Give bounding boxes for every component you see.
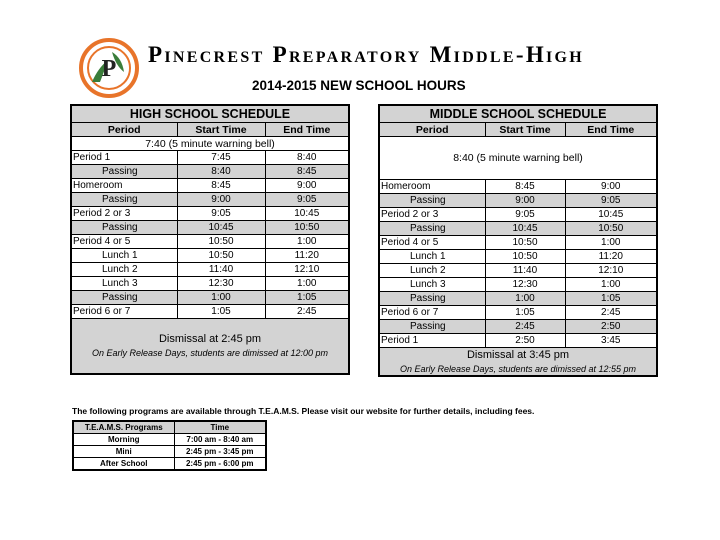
school-logo-icon: [78, 38, 140, 98]
period-cell: Homeroom: [71, 179, 177, 193]
dismissal-box: [71, 319, 349, 375]
start-time-cell: 9:05: [177, 207, 265, 221]
table-row: [379, 320, 657, 334]
period-cell: Lunch 1: [379, 250, 485, 264]
early-release-note: On Early Release Days, students are dimissed at 12:00 pm: [91, 348, 329, 358]
school-name: Pinecrest Preparatory Middle-High: [148, 42, 585, 67]
table-row: [379, 180, 657, 194]
programs-note: The following programs are available through T.E.A.M.S. Please visit our website for further details, including fees.: [72, 406, 535, 416]
program-name-cell: Morning: [73, 434, 174, 446]
end-time-cell: 1:00: [265, 235, 349, 249]
period-cell: Lunch 2: [379, 264, 485, 278]
table-row: [379, 334, 657, 348]
end-time-cell: 11:20: [265, 249, 349, 263]
end-time-cell: 3:45: [565, 334, 657, 348]
logo-letter: P: [101, 56, 117, 82]
program-name-cell: After School: [73, 458, 174, 471]
table-row: [71, 193, 349, 207]
end-time-cell: 8:45: [265, 165, 349, 179]
start-time-cell: 1:00: [485, 292, 565, 306]
table-row: [71, 291, 349, 305]
warning-bell-note: 7:40 (5 minute warning bell): [71, 137, 349, 151]
end-time-cell: 2:45: [265, 305, 349, 319]
end-time-cell: 1:00: [565, 236, 657, 250]
table-row: [71, 263, 349, 277]
end-time-cell: 9:05: [265, 193, 349, 207]
end-time-cell: 10:45: [265, 207, 349, 221]
start-time-cell: 2:50: [485, 334, 565, 348]
start-time-cell: 7:45: [177, 151, 265, 165]
start-time-cell: 9:05: [485, 208, 565, 222]
start-time-cell: 12:30: [485, 278, 565, 292]
table-row: [73, 434, 266, 446]
column-header-end-time: End Time: [265, 123, 349, 137]
teams-programs-table: [72, 420, 267, 471]
high-school-schedule-title: HIGH SCHOOL SCHEDULE: [71, 105, 349, 123]
table-row: [71, 151, 349, 165]
column-header-start-time: Start Time: [177, 123, 265, 137]
period-cell: Period 1: [379, 334, 485, 348]
period-cell: Period 2 or 3: [71, 207, 177, 221]
table-row: [379, 222, 657, 236]
column-header-period: Period: [379, 123, 485, 137]
start-time-cell: 1:00: [177, 291, 265, 305]
table-row: [379, 264, 657, 278]
period-cell: Period 4 or 5: [379, 236, 485, 250]
period-cell: Period 1: [71, 151, 177, 165]
period-cell: Lunch 1: [71, 249, 177, 263]
table-row: [73, 458, 266, 471]
start-time-cell: 9:00: [485, 194, 565, 208]
program-time-cell: 2:45 pm - 3:45 pm: [174, 446, 266, 458]
start-time-cell: 10:50: [485, 250, 565, 264]
period-cell: Homeroom: [379, 180, 485, 194]
start-time-cell: 9:00: [177, 193, 265, 207]
end-time-cell: 10:50: [265, 221, 349, 235]
start-time-cell: 10:45: [485, 222, 565, 236]
table-row: [71, 305, 349, 319]
end-time-cell: 1:05: [565, 292, 657, 306]
end-time-cell: 8:40: [265, 151, 349, 165]
start-time-cell: 12:30: [177, 277, 265, 291]
period-cell: Passing: [379, 222, 485, 236]
table-row: [71, 249, 349, 263]
early-release-note: On Early Release Days, students are dimissed at 12:55 pm: [399, 363, 637, 374]
end-time-cell: 10:45: [565, 208, 657, 222]
period-cell: Period 6 or 7: [379, 306, 485, 320]
table-row: [71, 221, 349, 235]
start-time-cell: 8:45: [177, 179, 265, 193]
start-time-cell: 10:50: [485, 236, 565, 250]
end-time-cell: 9:00: [265, 179, 349, 193]
page-title: 2014-2015 NEW SCHOOL HOURS: [252, 78, 466, 93]
end-time-cell: 10:50: [565, 222, 657, 236]
column-header-end-time: End Time: [565, 123, 657, 137]
period-cell: Passing: [379, 292, 485, 306]
table-row: [71, 235, 349, 249]
period-cell: Period 4 or 5: [71, 235, 177, 249]
table-row: [379, 194, 657, 208]
end-time-cell: 1:05: [265, 291, 349, 305]
table-row: [379, 250, 657, 264]
program-time-cell: 7:00 am - 8:40 am: [174, 434, 266, 446]
middle-school-schedule-table: [378, 104, 658, 377]
end-time-cell: 2:45: [565, 306, 657, 320]
teams-column-headers: [73, 421, 266, 434]
start-time-cell: 1:05: [177, 305, 265, 319]
period-cell: Passing: [71, 291, 177, 305]
table-row: [379, 278, 657, 292]
start-time-cell: 8:40: [177, 165, 265, 179]
end-time-cell: 9:00: [565, 180, 657, 194]
start-time-cell: 2:45: [485, 320, 565, 334]
high-school-column-headers: [71, 123, 349, 137]
column-header-start-time: Start Time: [485, 123, 565, 137]
end-time-cell: 1:00: [265, 277, 349, 291]
dismissal-time: Dismissal at 3:45 pm: [466, 348, 570, 361]
period-cell: Passing: [379, 320, 485, 334]
end-time-cell: 9:05: [565, 194, 657, 208]
end-time-cell: 2:50: [565, 320, 657, 334]
table-row: [71, 207, 349, 221]
column-header-period: Period: [71, 123, 177, 137]
end-time-cell: 11:20: [565, 250, 657, 264]
program-name-cell: Mini: [73, 446, 174, 458]
middle-school-schedule-title: MIDDLE SCHOOL SCHEDULE: [379, 105, 657, 123]
program-time-cell: 2:45 pm - 6:00 pm: [174, 458, 266, 471]
high-school-schedule-table: [70, 104, 350, 375]
end-time-cell: 12:10: [565, 264, 657, 278]
start-time-cell: 10:50: [177, 235, 265, 249]
period-cell: Lunch 3: [379, 278, 485, 292]
table-row: [73, 446, 266, 458]
table-row: [71, 179, 349, 193]
column-header-time: Time: [174, 421, 266, 434]
period-cell: Lunch 3: [71, 277, 177, 291]
period-cell: Passing: [71, 193, 177, 207]
table-row: [379, 208, 657, 222]
period-cell: Lunch 2: [71, 263, 177, 277]
table-row: [379, 236, 657, 250]
start-time-cell: 1:05: [485, 306, 565, 320]
period-cell: Passing: [71, 221, 177, 235]
table-row: [379, 292, 657, 306]
start-time-cell: 8:45: [485, 180, 565, 194]
period-cell: Period 2 or 3: [379, 208, 485, 222]
warning-bell-note: 8:40 (5 minute warning bell): [379, 137, 657, 180]
dismissal-box: [379, 348, 657, 377]
start-time-cell: 11:40: [485, 264, 565, 278]
table-row: [71, 277, 349, 291]
start-time-cell: 10:50: [177, 249, 265, 263]
period-cell: Passing: [379, 194, 485, 208]
column-header-program: T.E.A.M.S. Programs: [73, 421, 174, 434]
table-row: [71, 165, 349, 179]
middle-school-column-headers: [379, 123, 657, 137]
period-cell: Passing: [71, 165, 177, 179]
dismissal-time: Dismissal at 2:45 pm: [158, 333, 262, 345]
end-time-cell: 1:00: [565, 278, 657, 292]
end-time-cell: 12:10: [265, 263, 349, 277]
table-row: [379, 306, 657, 320]
period-cell: Period 6 or 7: [71, 305, 177, 319]
start-time-cell: 10:45: [177, 221, 265, 235]
start-time-cell: 11:40: [177, 263, 265, 277]
